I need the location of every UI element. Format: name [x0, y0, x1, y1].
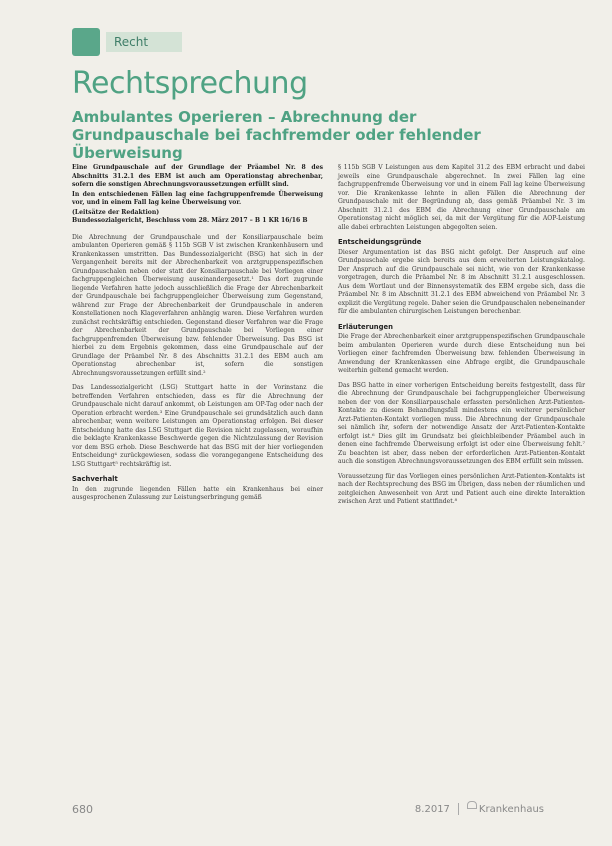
section-tag-label: Recht — [106, 32, 182, 52]
body-paragraph: Das BSG hatte in einer vorherigen Entscheidung bereits festgestellt, dass für die Abrechnung der Grundpauschale bei fachgruppengleicher Überweisung neben der von der Konsiliarpauschale erfassten persönlichen Arzt-Patienten-Kontakte zu diesem Behandlungsfall mindestens ein weiterer persönlicher Arzt-Patienten-Kontakt vorliegen muss. Die Abrechnung der Grundpauschale sei nämlich ihr, sofern der notwendige Ansatz der Arzt-Patienten-Kontakte erfolgt ist.⁶ Dies gilt im Grundsatz bei gleichbleibender Präambel auch in denen eine fachfremde Überweisung erfolgt ist oder eine Überweisung fehlt.⁷ Zu beachten ist aber, dass neben der erforderlichen Arzt-Patienten-Kontakt auch die sonstigen Abrechnungsvoraussetzungen des EBM erfüllt sein müssen. — [338, 381, 585, 465]
body-paragraph: § 115b SGB V Leistungen aus dem Kapitel 31.2 des EBM erbracht und dabei jeweils eine Grundpauschale abgerechnet. In zwei Fällen lag eine fachgruppenfremde Überweisung vor und in einem Fall lag keine Überweisung vor. Die Krankenkasse lehnte in allen Fällen die Abrechnung der Grundpauschale mit der Begründung ab, dass gemäß Präambel Nr. 3 im Abschnitt 31.2.1 des EBM die Abrechnung einer Grundpauschale am Operationstag nicht möglich sei, da mit der Vergütung für die AOP-Leistung alle dabei erbrachten Leistungen abgegolten seien. — [338, 164, 585, 231]
page-number: 680 — [72, 803, 93, 816]
magazine-logo-icon — [467, 801, 477, 809]
body-paragraph: Dieser Argumentation ist das BSG nicht gefolgt. Der Anspruch auf eine Grundpauschale ergebe sich bereits aus dem erweiterten Leistungskatalog. Der Anspruch auf die Grundpauschale sei nicht, wie von der Krankenkasse vorgetragen, durch die Präambel Nr. 8 im Abschnitt 31.2.1 ausgeschlossen. Aus dem Wortlaut und der Binnensystematik des EBM ergebe sich, dass die Präambel Nr. 8 im Abschnitt 31.2.1 des EBM abweichend von Präambel Nr. 3 explizit die Vergütung regele. Daher seien die Grundpauschalen nebeneinander für die ambulanten chirurgischen Leistungen berechenbar. — [338, 248, 585, 315]
body-paragraph: Die Frage der Abrechenbarkeit einer arztgruppenspezifischen Grundpauschale beim ambulanten Operieren wurde durch diese Entscheidung nun bei Vorliegen einer fachfremden Überweisung bzw. fehlenden Überweisung in Anwendung der Krankenkassen eine Abfrage ergibt, die Grundpauschale weiterhin geltend gemacht werden. — [338, 333, 585, 374]
page-title: Rechtsprechung — [72, 66, 308, 101]
left-column — [72, 164, 323, 509]
editorial-note: (Leitsätze der Redaktion) — [72, 208, 160, 216]
citation-block — [72, 209, 323, 226]
article-subtitle: Ambulantes Operieren – Abrechnung der Grundpauschale bei fachfremder oder fehlender Überweisung — [72, 108, 481, 162]
section-tag-square — [72, 28, 100, 56]
heading-sachverhalt: Sachverhalt — [72, 475, 118, 483]
heading-entscheidungsgruende: Entscheidungsgründe — [338, 238, 422, 246]
footer-divider — [458, 803, 459, 815]
lead-paragraph: In den entschiedenen Fällen lag eine fachgruppenfremde Überweisung vor, und in einem Fall lag keine Überweisung vor. — [72, 190, 323, 206]
magazine-name: Krankenhaus — [478, 803, 544, 815]
body-paragraph: Das Landessozialgericht (LSG) Stuttgart hatte in der Vorinstanz die betreffenden Verfahren entschieden, dass es für die Abrechnung der Grundpauschale nicht darauf ankommt, ob Leistungen am OP-Tag oder nach der Operation erbracht werden.³ Eine Grundpauschale sei grundsätzlich auch dann abrechenbar, wenn weitere Leistungen am Operationstag erfolgen. Bei dieser Entscheidung hatte das LSG Stuttgart die Revision nicht zugelassen, woraufhin die beklagte Krankenkasse Beschwerde gegen die Nichtzulassung der Revision vor dem BSG erhob. Diese Beschwerde hat das BSG mit der hier vorliegenden Entscheidung⁴ zurückgewiesen, sodass die vorangegangene Entscheidung des LSG Stuttgart⁵ rechtskräftig ist. — [72, 384, 323, 468]
body-paragraph: Voraussetzung für das Vorliegen eines persönlichen Arzt-Patienten-Kontakts ist nach der Rechtsprechung des BSG im Übrigen, dass neben der räumlichen und zeitgleichen Anwesenheit von Arzt und Patient auch eine direkte Interaktion zwischen Arzt und Patient stattfindet.⁸ — [338, 472, 585, 505]
body-paragraph: In den zugrunde liegenden Fällen hatte ein Krankenhaus bei einer ausgesprochenen Zulassung zur Leistungserbringung gemäß — [72, 485, 323, 501]
body-paragraph: Die Abrechnung der Grundpauschale und der Konsiliarpauschale beim ambulanten Operieren gemäß § 115b SGB V ist zwischen Krankenhäusern und Krankenkassen umstritten. Das Bundessozialgericht (BSG) hat sich in der Vergangenheit bereits mit der Abrechenbarkeit von arztgruppenspezifischen Grundpauschalen neben oder statt der Konsiliarpauschale bei Vorliegen einer fachgruppengleichen Überweisung auseinandergesetzt.¹ Das dort zugrunde liegende Verfahren hatte jedoch ausschließlich die Frage der Abrechenbarkeit der Grundpauschale bei fachgruppengleicher Überweisung zum Gegenstand, während zur Frage der Abrechenbarkeit der Grundpauschale in anderen Konstellationen noch Klageverfahren anhängig waren. Diese Verfahren wurden zunächst rechtskräftig entschieden. Gegenstand dieser Verfahren war die Frage der Abrechenbarkeit der Grundpauschale bei Vorliegen einer fachgruppenfremden Überweisung bzw. fehlender Überweisung. Das BSG ist hierbei zu dem Ergebnis gekommen, dass eine Grundpauschale auf der Grundlage der Präambel Nr. 8 des Abschnitts 31.2.1 des EBM auch am Operationstag abrechenbar ist, sofern die sonstigen Abrechnungsvoraussetzungen erfüllt sind.² — [72, 233, 323, 377]
lead-block — [72, 164, 323, 208]
lead-paragraph: Eine Grundpauschale auf der Grundlage der Präambel Nr. 8 des Abschnitts 31.2.1 des EBM ist auch am Operationstag abrechenbar, sofern die sonstigen Abrechnungsvoraussetzungen erfüllt sind. — [72, 164, 323, 188]
heading-erlaeuterungen: Erläuterungen — [338, 322, 393, 331]
court-citation: Bundessozialgericht, Beschluss vom 28. März 2017 – B 1 KR 16/16 B — [72, 217, 308, 224]
footer-issue — [415, 803, 544, 815]
section-tag — [72, 28, 182, 56]
issue-number: 8.2017 — [414, 803, 450, 815]
right-column — [338, 164, 585, 513]
